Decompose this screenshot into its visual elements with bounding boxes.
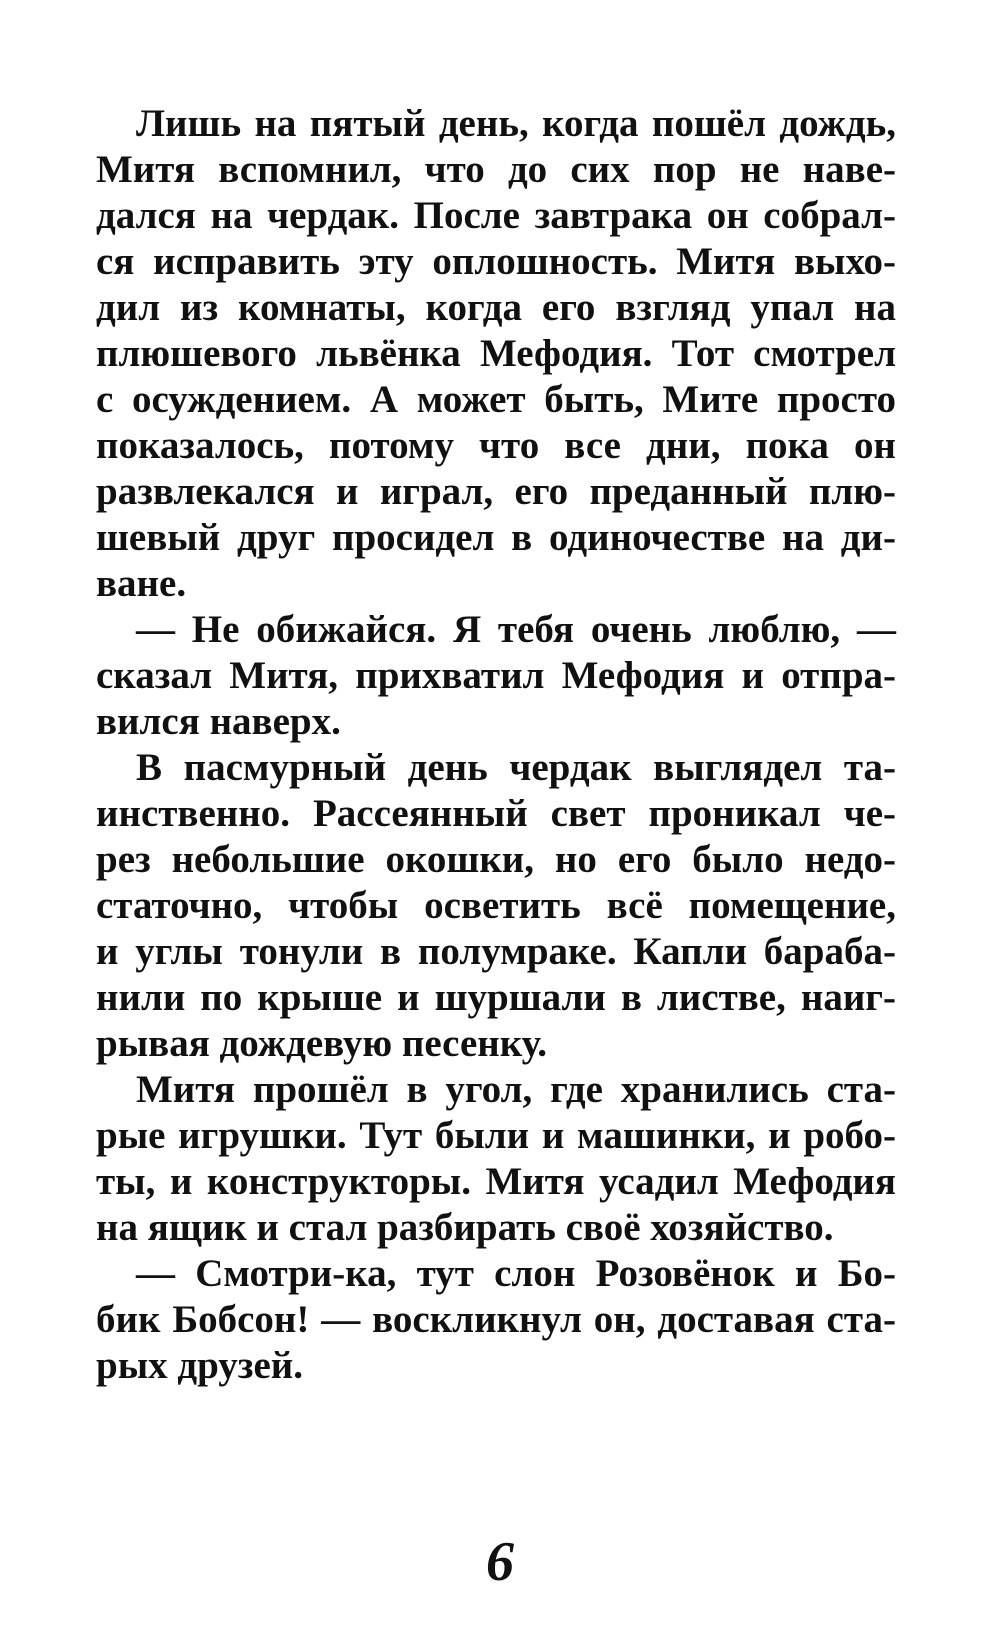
text-line: ване. <box>96 562 187 605</box>
text-line: рез небольшие окошки, но его было недо- <box>96 838 896 881</box>
text-line: статочно, чтобы осветить всё помещение, <box>96 884 896 927</box>
text-line: Лишь на пятый день, когда пошёл дождь, <box>136 102 896 145</box>
text-line: ты, и конструкторы. Митя усадил Мефодия <box>96 1160 896 1203</box>
text-line: Митя прошёл в угол, где хранились ста- <box>136 1068 896 1111</box>
text-line: на ящик и стал разбирать своё хозяйство. <box>96 1206 834 1249</box>
text-line: — Не обижайся. Я тебя очень люблю, — <box>136 608 896 651</box>
text-line: вился наверх. <box>96 700 341 743</box>
text-line: — Смотри-ка, тут слон Розовёнок и Бо- <box>136 1252 896 1295</box>
text-line: дался на чердак. После завтрака он собрал- <box>96 194 896 237</box>
text-line: шевый друг просидел в одиночестве на ди- <box>96 516 896 559</box>
text-line: сказал Митя, прихватил Мефодия и отпра- <box>96 654 896 697</box>
text-line: и углы тонули в полумраке. Капли бараба- <box>96 930 896 973</box>
text-line: плюшевого львёнка Мефодия. Тот смотрел <box>96 332 896 375</box>
text-line: дил из комнаты, когда его взгляд упал на <box>96 286 896 329</box>
text-line: рывая дождевую песенку. <box>96 1022 547 1065</box>
text-line: ся исправить эту оплошность. Митя выхо- <box>96 240 896 283</box>
text-line: инственно. Рассеянный свет проникал че- <box>96 792 896 835</box>
text-line: бик Бобсон! — воскликнул он, доставая ста- <box>96 1298 896 1341</box>
text-line: показалось, потому что все дни, пока он <box>96 424 896 467</box>
text-line: Митя вспомнил, что до сих пор не наве- <box>96 148 896 191</box>
text-line: В пасмурный день чердак выглядел та- <box>136 746 896 789</box>
text-line: развлекался и играл, его преданный плю- <box>96 470 896 513</box>
text-line: рые игрушки. Тут были и машинки, и робо- <box>96 1114 896 1157</box>
page-number: 6 <box>486 1531 514 1593</box>
text-line: рых друзей. <box>96 1344 303 1387</box>
text-line: нили по крыше и шуршали в листве, наиг- <box>96 976 896 1019</box>
text-line: с осуждением. А может быть, Мите просто <box>96 378 896 421</box>
